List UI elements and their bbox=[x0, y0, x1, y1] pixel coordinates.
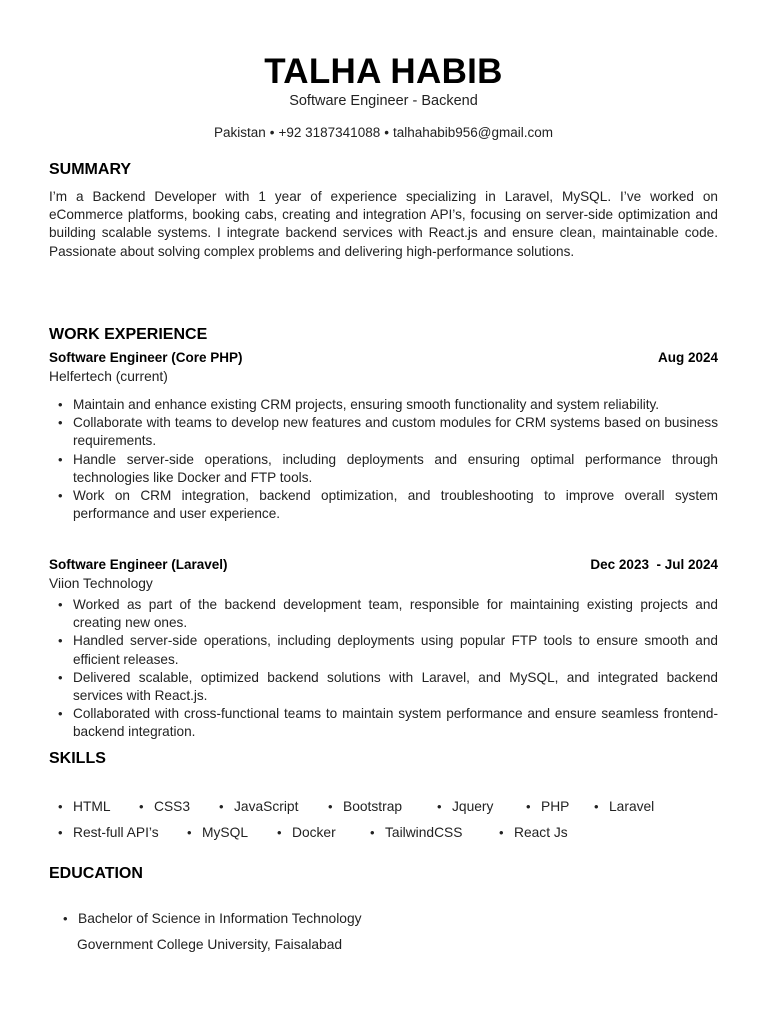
skills-heading: SKILLS bbox=[49, 750, 106, 767]
summary-heading: SUMMARY bbox=[49, 161, 132, 178]
job-bullet: • Handled server-side operations, including deployments using popular FTP tools to ensure smooth and efficient releases. bbox=[49, 632, 718, 668]
contact-email: talhahabib956@gmail.com bbox=[392, 125, 554, 140]
education-heading: EDUCATION bbox=[49, 865, 143, 882]
skill-item: • React Js bbox=[499, 825, 568, 840]
resume-page bbox=[49, 0, 718, 1024]
skill-item: • JavaScript bbox=[219, 799, 298, 814]
job-header bbox=[49, 350, 718, 368]
job-company: Viion Technology bbox=[49, 576, 153, 591]
job-date: Aug 2024 bbox=[657, 350, 718, 365]
skill-item: • MySQL bbox=[187, 825, 248, 840]
job-bullet: • Collaborated with cross-functional teams to maintain system performance and ensure seamless frontend-backend integration. bbox=[49, 705, 718, 741]
skill-item: • Bootstrap bbox=[328, 799, 402, 814]
job-title: Software Engineer (Core PHP) bbox=[49, 350, 243, 365]
job-title: Software Engineer (Laravel) bbox=[49, 557, 228, 572]
education-degree: • Bachelor of Science in Information Technology bbox=[49, 910, 718, 928]
job-bullet: • Worked as part of the backend development team, responsible for maintaining existing projects and creating new ones. bbox=[49, 596, 718, 632]
job-company: Helfertech (current) bbox=[49, 369, 168, 384]
job-bullet: • Work on CRM integration, backend optimization, and troubleshooting to improve overall system performance and user experience. bbox=[49, 487, 718, 523]
job-date: Dec 2023 - Jul 2024 bbox=[590, 557, 718, 572]
job-bullet: • Maintain and enhance existing CRM projects, ensuring smooth functionality and system reliability. bbox=[49, 396, 718, 414]
education-entry bbox=[49, 910, 718, 954]
job-bullet: • Collaborate with teams to develop new features and custom modules for CRM systems based on business requirements. bbox=[49, 414, 718, 450]
education-school: Government College University, Faisalabad bbox=[77, 937, 343, 952]
skill-item: • CSS3 bbox=[139, 799, 190, 814]
skill-item: • PHP bbox=[526, 799, 569, 814]
contact-separator: • bbox=[269, 125, 275, 140]
summary-text: I’m a Backend Developer with 1 year of experience specializing in Laravel, MySQL. I’ve worked on eCommerce platforms, booking cabs, creating and integration API’s, focusing on server-side optimization and building scalable systems. I integrate backend services with React.js and ensure clean, maintainable code. Passionate about solving complex problems and delivering high-performance solutions. bbox=[49, 189, 718, 259]
skills-row-1 bbox=[49, 799, 718, 819]
job-header bbox=[49, 557, 718, 575]
job-bullets bbox=[49, 396, 718, 523]
work-experience-heading: WORK EXPERIENCE bbox=[49, 326, 208, 343]
skills-row-2 bbox=[49, 825, 718, 845]
candidate-role: Software Engineer - Backend bbox=[289, 93, 478, 109]
skill-item: • TailwindCSS bbox=[370, 825, 462, 840]
contact-phone: +92 3187341088 bbox=[278, 125, 381, 140]
skill-item: • Rest-full API’s bbox=[58, 825, 159, 840]
contact-line bbox=[49, 125, 718, 140]
job-bullet: • Delivered scalable, optimized backend solutions with Laravel, and MySQL, and integrated backend services with React.js. bbox=[49, 669, 718, 705]
skill-item: • Docker bbox=[277, 825, 336, 840]
skill-item: • Laravel bbox=[594, 799, 654, 814]
job-bullet: • Handle server-side operations, including deployments and ensuring optimal performance through technologies like Docker and FTP tools. bbox=[49, 451, 718, 487]
skill-item: • HTML bbox=[58, 799, 111, 814]
contact-location: Pakistan bbox=[213, 125, 266, 140]
job-bullets bbox=[49, 596, 718, 742]
job-entry-helfertech bbox=[49, 350, 718, 523]
contact-separator: • bbox=[384, 125, 389, 140]
candidate-name: TALHA HABIB bbox=[264, 52, 503, 91]
skill-item: • Jquery bbox=[437, 799, 493, 814]
job-entry-viion bbox=[49, 557, 718, 742]
